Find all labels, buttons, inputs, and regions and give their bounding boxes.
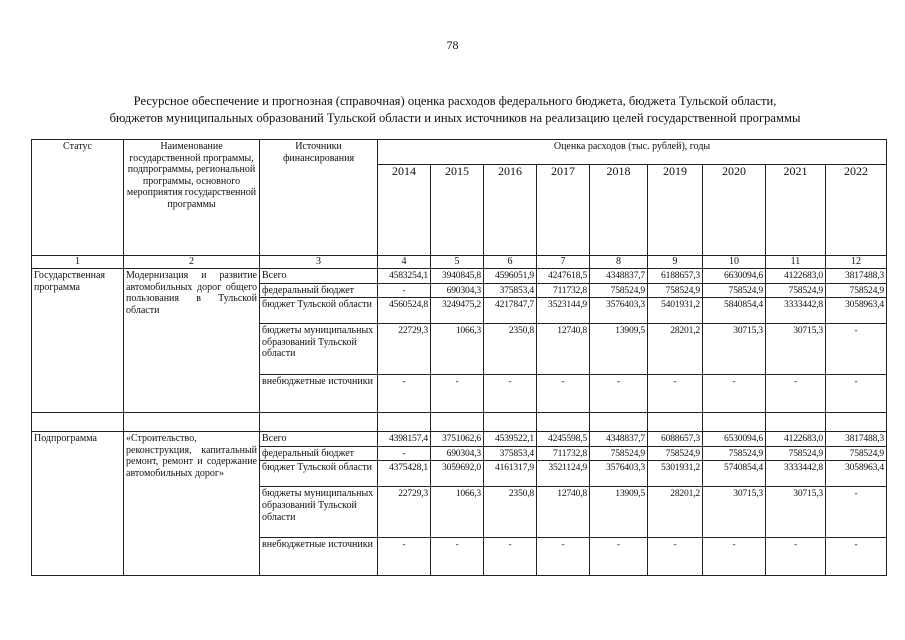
value-cell: 4398157,4 <box>378 432 431 447</box>
program-name-cell: Модернизация и развитие автомобильных дорог общего пользования в Тульской области <box>124 269 260 413</box>
value-cell: - <box>826 538 887 576</box>
value-cell: 2350,8 <box>484 324 537 375</box>
empty-cell <box>648 413 703 432</box>
value-cell: - <box>378 375 431 413</box>
value-cell: 28201,2 <box>648 487 703 538</box>
column-number: 1 <box>32 256 124 269</box>
value-cell: 5401931,2 <box>648 298 703 324</box>
value-cell: 3576403,3 <box>590 461 648 487</box>
value-cell: 4560524,8 <box>378 298 431 324</box>
column-number: 10 <box>703 256 766 269</box>
value-cell: - <box>378 283 431 298</box>
table-row <box>32 269 887 284</box>
page-number: 78 <box>446 38 459 52</box>
value-cell: 12740,8 <box>537 324 590 375</box>
year-header-2019: 2019 <box>648 165 703 256</box>
funding-source-cell: федеральный бюджет <box>260 446 378 461</box>
column-number: 3 <box>260 256 378 269</box>
empty-cell <box>378 413 431 432</box>
value-cell: 13909,5 <box>590 487 648 538</box>
value-cell: 3751062,6 <box>431 432 484 447</box>
value-cell: 758524,9 <box>590 446 648 461</box>
value-cell: - <box>766 538 826 576</box>
value-cell: - <box>431 375 484 413</box>
column-number: 8 <box>590 256 648 269</box>
value-cell: 375853,4 <box>484 446 537 461</box>
value-cell: 690304,3 <box>431 283 484 298</box>
value-cell: - <box>484 375 537 413</box>
value-cell: - <box>378 446 431 461</box>
value-cell: 6188657,3 <box>648 269 703 284</box>
value-cell: 3249475,2 <box>431 298 484 324</box>
value-cell: - <box>703 538 766 576</box>
value-cell: 758524,9 <box>826 446 887 461</box>
funding-source-cell: внебюджетные источники <box>260 538 378 576</box>
column-number-row <box>32 256 887 269</box>
value-cell: - <box>766 375 826 413</box>
value-cell: - <box>378 538 431 576</box>
table-header <box>32 140 887 269</box>
empty-cell <box>826 413 887 432</box>
empty-cell <box>537 413 590 432</box>
value-cell: 4596051,9 <box>484 269 537 284</box>
value-cell: 3058963,4 <box>826 298 887 324</box>
value-cell: 4348837,7 <box>590 432 648 447</box>
value-cell: 4375428,1 <box>378 461 431 487</box>
funding-source-cell: бюджеты муниципальных образований Тульской области <box>260 324 378 375</box>
header-name: Наименование государственной программы, подпрограммы, региональной программы, основного мероприятия государственной программы <box>124 140 260 256</box>
program-name-cell: «Строительство, реконструкция, капитальный ремонт, ремонт и содержание автомобильных дорог» <box>124 432 260 576</box>
value-cell: 4122683,0 <box>766 269 826 284</box>
value-cell: - <box>590 538 648 576</box>
value-cell: 12740,8 <box>537 487 590 538</box>
column-number: 5 <box>431 256 484 269</box>
value-cell: - <box>431 538 484 576</box>
value-cell: - <box>826 324 887 375</box>
header-sources: Источники финансирования <box>260 140 378 256</box>
funding-source-cell: федеральный бюджет <box>260 283 378 298</box>
table-row <box>32 432 887 447</box>
year-header-2016: 2016 <box>484 165 537 256</box>
value-cell: 22729,3 <box>378 324 431 375</box>
value-cell: 30715,3 <box>766 487 826 538</box>
value-cell: 758524,9 <box>703 446 766 461</box>
status-cell: Подпрограмма <box>32 432 124 576</box>
value-cell: 3576403,3 <box>590 298 648 324</box>
value-cell: 3059692,0 <box>431 461 484 487</box>
value-cell: 30715,3 <box>703 324 766 375</box>
value-cell: 375853,4 <box>484 283 537 298</box>
empty-cell <box>703 413 766 432</box>
value-cell: 5840854,4 <box>703 298 766 324</box>
year-header-2018: 2018 <box>590 165 648 256</box>
empty-cell <box>766 413 826 432</box>
value-cell: 4161317,9 <box>484 461 537 487</box>
column-number: 2 <box>124 256 260 269</box>
funding-source-cell: внебюджетные источники <box>260 375 378 413</box>
status-cell: Государственная программа <box>32 269 124 413</box>
value-cell: 758524,9 <box>648 446 703 461</box>
value-cell: 3940845,8 <box>431 269 484 284</box>
year-header-2020: 2020 <box>703 165 766 256</box>
value-cell: 4217847,7 <box>484 298 537 324</box>
value-cell: 4583254,1 <box>378 269 431 284</box>
value-cell: 5301931,2 <box>648 461 703 487</box>
funding-source-cell: Всего <box>260 269 378 284</box>
value-cell: 22729,3 <box>378 487 431 538</box>
value-cell: 758524,9 <box>826 283 887 298</box>
value-cell: 3521124,9 <box>537 461 590 487</box>
value-cell: 3817488,3 <box>826 432 887 447</box>
header-estimate: Оценка расходов (тыс. рублей), годы <box>378 140 887 165</box>
value-cell: 758524,9 <box>648 283 703 298</box>
value-cell: 758524,9 <box>703 283 766 298</box>
title-line-2: бюджетов муниципальных образований Тульской области и иных источников на реализацию целей государственной программы <box>109 111 801 125</box>
year-header-2022: 2022 <box>826 165 887 256</box>
value-cell: 1066,3 <box>431 324 484 375</box>
empty-cell <box>484 413 537 432</box>
value-cell: - <box>537 538 590 576</box>
value-cell: 758524,9 <box>590 283 648 298</box>
value-cell: 28201,2 <box>648 324 703 375</box>
empty-cell <box>431 413 484 432</box>
value-cell: 758524,9 <box>766 446 826 461</box>
value-cell: - <box>484 538 537 576</box>
value-cell: 5740854,4 <box>703 461 766 487</box>
value-cell: 758524,9 <box>766 283 826 298</box>
value-cell: 3523144,9 <box>537 298 590 324</box>
value-cell: 4247618,5 <box>537 269 590 284</box>
empty-cell <box>32 413 124 432</box>
value-cell: 30715,3 <box>703 487 766 538</box>
value-cell: - <box>648 375 703 413</box>
value-cell: 3817488,3 <box>826 269 887 284</box>
table-body <box>32 269 887 576</box>
value-cell: 3333442,8 <box>766 298 826 324</box>
header-row <box>32 140 887 165</box>
value-cell: 6088657,3 <box>648 432 703 447</box>
value-cell: - <box>826 487 887 538</box>
column-number: 12 <box>826 256 887 269</box>
value-cell: 711732,8 <box>537 446 590 461</box>
column-number: 9 <box>648 256 703 269</box>
title-line-1: Ресурсное обеспечение и прогнозная (справочная) оценка расходов федерального бюджета, бюджета Тульской области, <box>133 94 777 108</box>
value-cell: 4122683,0 <box>766 432 826 447</box>
value-cell: 690304,3 <box>431 446 484 461</box>
value-cell: 3058963,4 <box>826 461 887 487</box>
value-cell: - <box>590 375 648 413</box>
value-cell: 4539522,1 <box>484 432 537 447</box>
column-number: 7 <box>537 256 590 269</box>
empty-cell <box>260 413 378 432</box>
value-cell: 13909,5 <box>590 324 648 375</box>
value-cell: 6530094,6 <box>703 432 766 447</box>
year-header-2017: 2017 <box>537 165 590 256</box>
funding-source-cell: бюджет Тульской области <box>260 461 378 487</box>
column-number: 11 <box>766 256 826 269</box>
budget-table <box>31 139 887 576</box>
value-cell: - <box>648 538 703 576</box>
funding-source-cell: Всего <box>260 432 378 447</box>
year-header-2015: 2015 <box>431 165 484 256</box>
value-cell: - <box>703 375 766 413</box>
empty-cell <box>590 413 648 432</box>
column-number: 4 <box>378 256 431 269</box>
value-cell: 4348837,7 <box>590 269 648 284</box>
column-number: 6 <box>484 256 537 269</box>
value-cell: 3333442,8 <box>766 461 826 487</box>
value-cell: 4245598,5 <box>537 432 590 447</box>
value-cell: 30715,3 <box>766 324 826 375</box>
value-cell: - <box>537 375 590 413</box>
year-header-2014: 2014 <box>378 165 431 256</box>
funding-source-cell: бюджеты муниципальных образований Тульской области <box>260 487 378 538</box>
value-cell: - <box>826 375 887 413</box>
empty-cell <box>124 413 260 432</box>
header-status: Статус <box>32 140 124 256</box>
value-cell: 711732,8 <box>537 283 590 298</box>
value-cell: 1066,3 <box>431 487 484 538</box>
funding-source-cell: бюджет Тульской области <box>260 298 378 324</box>
value-cell: 2350,8 <box>484 487 537 538</box>
section-gap-row <box>32 413 887 432</box>
value-cell: 6630094,6 <box>703 269 766 284</box>
document-title <box>30 93 880 127</box>
year-header-2021: 2021 <box>766 165 826 256</box>
